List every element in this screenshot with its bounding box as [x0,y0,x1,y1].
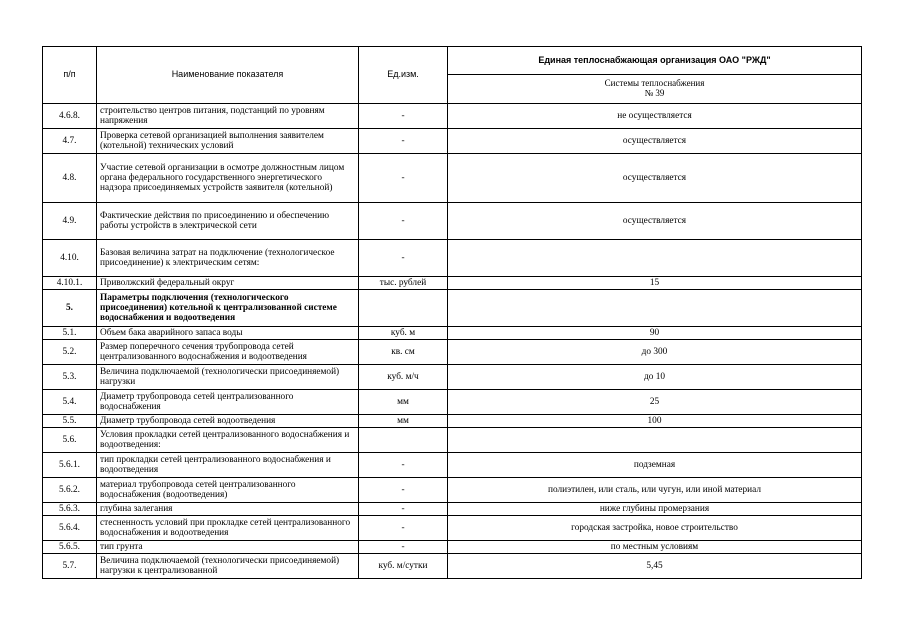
table-row [43,365,862,390]
row-unit: - [359,129,448,154]
row-unit: - [359,541,448,554]
row-value: 90 [448,327,862,340]
col-name-header: Наименование показателя [97,47,359,104]
table-row [43,240,862,277]
table-row [43,415,862,428]
org-header: Единая теплоснабжающая организация ОАО "РЖД" [448,47,862,75]
row-number: 5.6.5. [43,541,97,554]
row-number: 5.6.2. [43,478,97,503]
row-number: 4.9. [43,203,97,240]
table-row [43,428,862,453]
row-name: Величина подключаемой (технологически присоединяемой) нагрузки [97,365,359,390]
row-value: городская застройка, новое строительство [448,516,862,541]
header-row [43,47,862,75]
row-value [448,290,862,327]
table-row [43,453,862,478]
systems-line1: Системы теплоснабжения [604,78,705,89]
row-value: осуществляется [448,154,862,203]
row-unit: - [359,240,448,277]
row-name: тип прокладки сетей централизованного водоснабжения и водоотведения [97,453,359,478]
table-row [43,154,862,203]
row-number: 5.6.4. [43,516,97,541]
row-number: 4.7. [43,129,97,154]
row-name: строительство центров питания, подстанций по уровням напряжения [97,104,359,129]
row-name: глубина залегания [97,503,359,516]
row-unit: - [359,154,448,203]
table-body [43,104,862,579]
table-row [43,541,862,554]
row-number: 5.6.3. [43,503,97,516]
row-name: Фактические действия по присоединению и обеспечению работы устройств в электрической сети [97,203,359,240]
row-name: Базовая величина затрат на подключение (технологическое присоединение) к электрическим сетям: [97,240,359,277]
table-row [43,390,862,415]
row-value: до 300 [448,340,862,365]
table-row [43,340,862,365]
row-value: осуществляется [448,129,862,154]
row-unit: куб. м/ч [359,365,448,390]
row-value: 100 [448,415,862,428]
table-row [43,516,862,541]
row-unit: тыс. рублей [359,277,448,290]
table-row [43,129,862,154]
row-number: 4.10.1. [43,277,97,290]
col-unit-header: Ед.изм. [359,47,448,104]
row-name: Проверка сетевой организацией выполнения заявителем (котельной) технических условий [97,129,359,154]
row-unit: мм [359,390,448,415]
systems-header [448,75,862,104]
row-unit: кв. см [359,340,448,365]
row-value: 25 [448,390,862,415]
table-row [43,478,862,503]
row-value: ниже глубины промерзания [448,503,862,516]
row-unit: - [359,503,448,516]
row-name: стесненность условий при прокладке сетей централизованного водоснабжения и водоотведения [97,516,359,541]
row-unit: куб. м [359,327,448,340]
table-row [43,203,862,240]
row-number: 5.2. [43,340,97,365]
row-unit: - [359,203,448,240]
row-name: Величина подключаемой (технологически присоединяемой) нагрузки к централизованной [97,554,359,579]
row-unit: - [359,104,448,129]
row-number: 4.6.8. [43,104,97,129]
row-value: 15 [448,277,862,290]
row-number: 5.6.1. [43,453,97,478]
table-row [43,554,862,579]
row-number: 5.6. [43,428,97,453]
row-name: Параметры подключения (технологического присоединения) котельной к централизованной системе водоснабжения и водоотведения [97,290,359,327]
row-name: тип грунта [97,541,359,554]
row-unit: - [359,516,448,541]
row-name: Участие сетевой организации в осмотре должностным лицом органа федерального государственного энергетического надзора присоединяемых устройств заявителя (котельной) [97,154,359,203]
row-unit [359,290,448,327]
row-name: Размер поперечного сечения трубопровода сетей централизованного водоснабжения и водоотведения [97,340,359,365]
row-value: подземная [448,453,862,478]
row-name: Диаметр трубопровода сетей централизованного водоснабжения [97,390,359,415]
table-row [43,503,862,516]
row-number: 5.7. [43,554,97,579]
indicators-table [42,46,862,579]
col-num-header: п/п [43,47,97,104]
table-row [43,104,862,129]
row-value: полиэтилен, или сталь, или чугун, или иной материал [448,478,862,503]
row-name: Приволжский федеральный округ [97,277,359,290]
row-number: 4.8. [43,154,97,203]
row-unit: мм [359,415,448,428]
row-unit: - [359,478,448,503]
row-number: 4.10. [43,240,97,277]
row-number: 5.4. [43,390,97,415]
row-name: Объем бака аварийного запаса воды [97,327,359,340]
row-value: 5,45 [448,554,862,579]
row-number: 5.1. [43,327,97,340]
row-value [448,240,862,277]
row-number: 5.3. [43,365,97,390]
row-value [448,428,862,453]
row-unit: куб. м/сутки [359,554,448,579]
systems-line2: № 39 [644,88,665,98]
row-number: 5. [43,290,97,327]
row-value: осуществляется [448,203,862,240]
table-row [43,290,862,327]
row-name: Диаметр трубопровода сетей водоотведения [97,415,359,428]
row-unit: - [359,453,448,478]
row-value: по местным условиям [448,541,862,554]
row-name: Условия прокладки сетей централизованного водоснабжения и водоотведения: [97,428,359,453]
row-value: не осуществляется [448,104,862,129]
table-row [43,277,862,290]
row-value: до 10 [448,365,862,390]
row-name: материал трубопровода сетей централизованного водоснабжения (водоотведения) [97,478,359,503]
row-unit [359,428,448,453]
table-row [43,327,862,340]
row-number: 5.5. [43,415,97,428]
